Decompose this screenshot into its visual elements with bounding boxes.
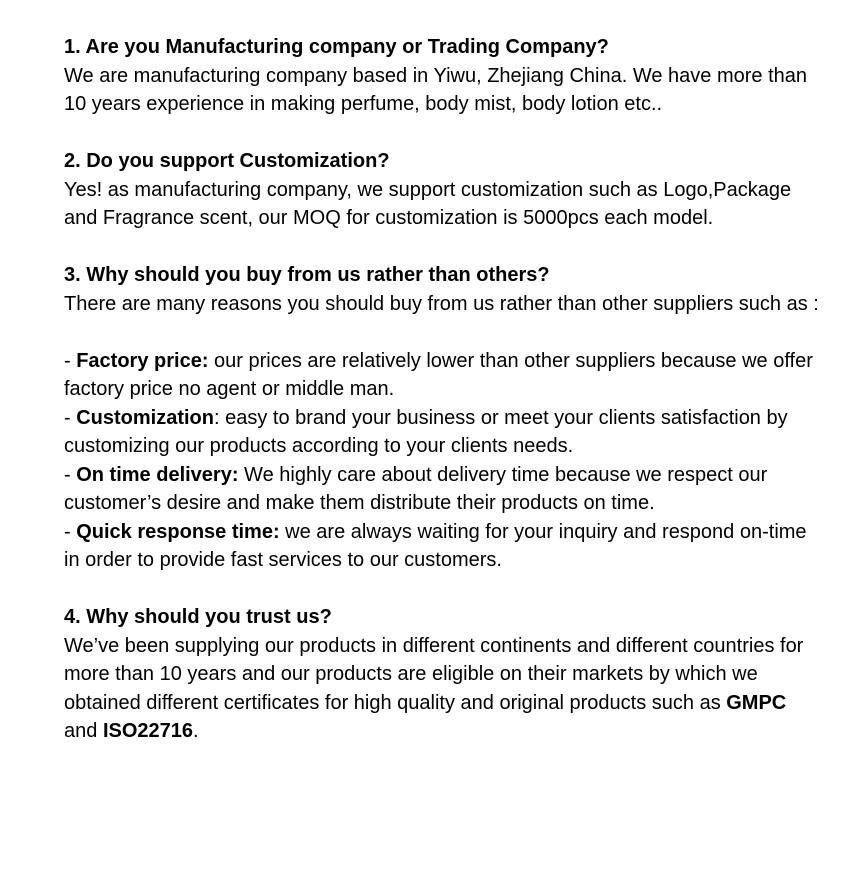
certificate-gmpc: GMPC [726,691,787,714]
faq-document [64,33,824,774]
reason-text: We highly care about delivery time because we respect our customer’s desire and make them distribute their products on time. [64,463,768,514]
certificate-iso22716: ISO22716 [102,720,194,742]
faq-section-2 [64,147,824,233]
faq-answer-2: Yes! as manufacturing company, we support customization such as Logo,Package and Fragrance scent, our MOQ for customization is 5000pcs each model. [64,178,792,229]
conjunction: and [64,720,103,742]
reason-item-customization [64,404,824,461]
reason-dash: - [64,406,77,429]
sentence-end: . [193,720,199,742]
faq-section-1 [64,33,824,119]
reason-dash: - [64,349,77,372]
faq-answer-4 [64,632,824,746]
faq-answer-1: We are manufacturing company based in Yiwu, Zhejiang China. We have more than 10 years experience in making perfume, body mist, body lotion etc.. [64,64,808,115]
faq-answer-4-text: We’ve been supplying our products in different continents and different countries for more than 10 years and our products are eligible on their markets by which we obtained different certificates for high quality and original products such as [64,634,804,714]
faq-question-2: 2. Do you support Customization? [64,150,390,172]
reason-list [64,347,824,575]
reason-text: our prices are relatively lower than other suppliers because we offer factory price no agent or middle man. [64,349,813,400]
faq-section-3 [64,261,824,575]
reason-item-on-time-delivery [64,461,824,518]
faq-question-4: 4. Why should you trust us? [64,606,332,628]
reason-item-quick-response [64,518,824,575]
reason-text: : easy to brand your business or meet your clients satisfaction by customizing our products according to your clients needs. [64,406,788,457]
reason-label: Quick response time: [76,520,280,543]
reason-label: Customization [76,406,214,429]
reason-label: On time delivery: [76,463,239,486]
reason-text: we are always waiting for your inquiry and respond on-time in order to provide fast services to our customers. [64,520,807,571]
faq-answer-3: There are many reasons you should buy from us rather than other suppliers such as : [64,292,819,315]
faq-section-4 [64,603,824,746]
reason-label: Factory price: [76,349,209,372]
reason-dash: - [64,520,77,543]
reason-dash: - [64,463,77,486]
reason-item-factory-price [64,347,824,404]
faq-question-3: 3. Why should you buy from us rather than others? [64,264,550,286]
faq-question-1: 1. Are you Manufacturing company or Trading Company? [64,36,609,58]
